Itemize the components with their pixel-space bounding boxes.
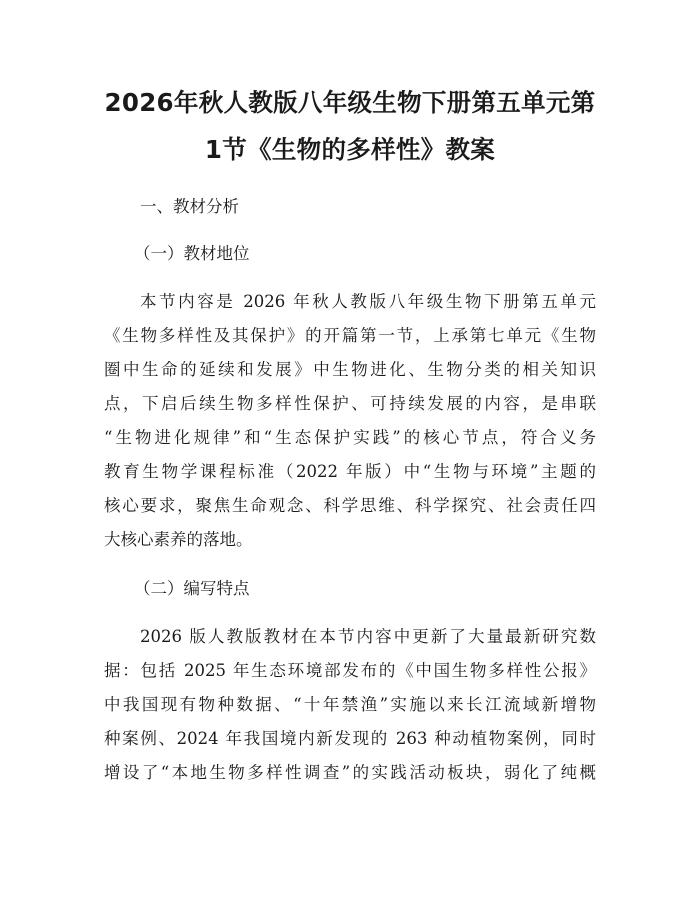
document-title-line-1: 2026年秋人教版八年级生物下册第五单元第 [104,88,596,117]
document-title-line-2: 1节《生物的多样性》教案 [204,135,496,164]
paragraph-line: 本节内容是 2026 年秋人教版八年级生物下册第五单元 [140,292,596,311]
paragraph-line: “生物进化规律”和“生态保护实践”的核心节点，符合义务 [104,428,596,447]
paragraph-line: 核心要求，聚焦生命观念、科学思维、科学探究、社会责任四 [104,496,596,515]
section-heading-textbook-analysis: 一、教材分析 [140,197,239,216]
paragraph-line: 种案例、2024 年我国境内新发现的 263 种动植物案例，同时 [104,729,596,748]
paragraph-line: 点，下启后续生物多样性保护、可持续发展的内容，是串联 [104,394,596,413]
paragraph-line: 据：包括 2025 年生态环境部发布的《中国生物多样性公报》 [104,661,596,680]
paragraph-line: 《生物多样性及其保护》的开篇第一节，上承第七单元《生物 [104,326,596,345]
paragraph-line: 教育生物学课程标准（2022 年版）中“生物与环境”主题的 [104,462,596,481]
paragraph-line: 圈中生命的延续和发展》中生物进化、生物分类的相关知识 [104,360,596,379]
subsection-heading-writing-features: （二）编写特点 [134,579,250,598]
subsection-heading-textbook-status: （一）教材地位 [134,244,250,263]
paragraph-line: 中我国现有物种数据、“十年禁渔”实施以来长江流域新增物 [104,695,596,714]
paragraph-line: 大核心素养的落地。 [104,530,253,549]
paragraph-line: 增设了“本地生物多样性调查”的实践活动板块，弱化了纯概 [104,763,596,782]
paragraph-line: 2026 版人教版教材在本节内容中更新了大量最新研究数 [140,627,596,646]
